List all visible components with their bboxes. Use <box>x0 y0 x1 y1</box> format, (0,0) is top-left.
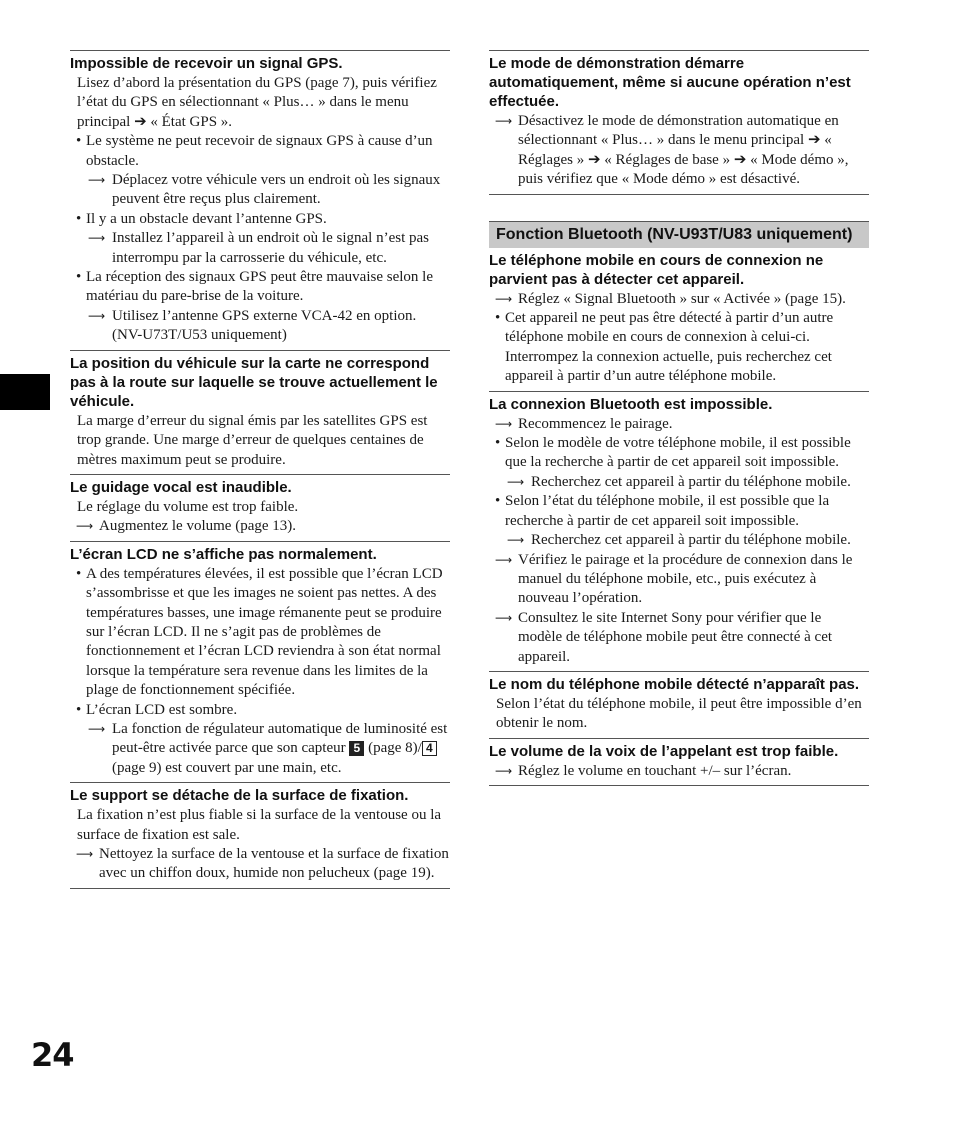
action-item: ⟶ Désactivez le mode de démonstration automatique en sélectionnant « Plus… » dans le menu principal ➔ « Réglages » ➔ « Réglages de base » ➔ « Mode démo », puis vérifiez que « Mode démo » est désactivé. <box>495 113 849 188</box>
action-item: ⟶ Déplacez votre véhicule vers un endroit où les signaux peuvent être reçus plus clairement. <box>88 172 441 208</box>
bullet-item: • Selon le modèle de votre téléphone mobile, il est possible que la recherche à partir de cet appareil soit impossible. <box>489 434 869 473</box>
topic-heading: La connexion Bluetooth est impossible. <box>489 395 773 413</box>
action-item: ⟶ Recherchez cet appareil à partir du téléphone mobile. <box>489 473 869 492</box>
paragraph: Lisez d’abord la présentation du GPS (page 7), puis vérifiez l’état du GPS en sélectionnant « Plus… » dans le menu principal ➔ « État GPS ». <box>77 75 437 130</box>
arrow-icon: ⟶ <box>88 308 106 323</box>
topic-vehicle-position <box>70 350 450 474</box>
action-item: ⟶ Nettoyez la surface de la ventouse et la surface de fixation avec un chiffon doux, humide non pelucheux (page 19). <box>76 846 449 882</box>
bullet-item: • Il y a un obstacle devant l’antenne GPS. <box>70 210 450 229</box>
sensor-number-badge: 5 <box>349 741 364 756</box>
topic-caller-volume <box>489 738 869 786</box>
arrow-icon: ⟶ <box>88 721 106 736</box>
bullet-item: • Cet appareil ne peut pas être détecté à partir d’un autre téléphone mobile en cours de connexion à celui-ci. Interrompez la connexion actuelle, puis recherchez cet appareil à partir d’un autre téléphone mobile. <box>489 309 869 387</box>
topic-heading: Le guidage vocal est inaudible. <box>70 478 292 496</box>
action-item: ⟶ Recherchez cet appareil à partir du téléphone mobile. <box>489 531 869 550</box>
topic-heading: La position du véhicule sur la carte ne correspond pas à la route sur laquelle se trouve actuellement le véhicule. <box>70 354 438 410</box>
bullet-item: • A des températures élevées, il est possible que l’écran LCD s’assombrisse et que les images ne soient pas nettes. A des températures basses, une image rémanente peut se produire sur l’écran LCD. Il ne s’agit pas de problèmes de fonctionnement et l’écran LCD reviendra à son état normal lorsque la température sera revenue dans les limites de la plage de fonctionnement spécifiée. <box>70 565 450 701</box>
section-heading-bluetooth: Fonction Bluetooth (NV-U93T/U83 uniquement) <box>489 221 869 248</box>
paragraph: La marge d’erreur du signal émis par les satellites GPS est trop grande. Une marge d’erreur de quelques centaines de mètres maximum peut se produire. <box>77 412 428 468</box>
topic-voice-guidance <box>70 474 450 541</box>
topic-gps-signal <box>70 50 450 350</box>
action-item: ⟶ Vérifiez le pairage et la procédure de connexion dans le manuel du téléphone mobile, etc., puis exécutez à nouveau l’opération. <box>495 551 853 607</box>
arrow-icon: ⟶ <box>495 763 513 778</box>
action-item: ⟶ Recommencez le pairage. <box>489 415 869 434</box>
arrow-icon: ⟶ <box>507 533 525 548</box>
arrow-icon: ⟶ <box>495 552 513 567</box>
action-item: ⟶ Réglez le volume en touchant +/– sur l’écran. <box>489 762 869 781</box>
arrow-icon: ⟶ <box>495 114 513 128</box>
topic-heading: Le nom du téléphone mobile détecté n’apparaît pas. <box>489 675 860 693</box>
topic-heading: Le support se détache de la surface de fixation. <box>70 787 409 805</box>
arrow-icon: ⟶ <box>495 291 513 306</box>
action-item: ⟶ La fonction de régulateur automatique de luminosité est peut-être activée parce que son capteur 5 (page 8)/ 4 (page 9) est couvert par une main, etc. <box>88 720 448 776</box>
topic-heading: L’écran LCD ne s’affiche pas normalement. <box>70 545 377 563</box>
arrow-icon: ⟶ <box>495 416 513 431</box>
left-column <box>70 50 450 889</box>
bullet-item: • Le système ne peut recevoir de signaux GPS à cause d’un obstacle. <box>70 132 450 171</box>
page-number: 24 <box>31 1036 74 1074</box>
action-item: ⟶ Réglez « Signal Bluetooth » sur « Activée » (page 15). <box>489 290 869 309</box>
topic-mount-detach <box>70 782 450 889</box>
action-item: ⟶ Consultez le site Internet Sony pour vérifier que le modèle de téléphone mobile peut être connecté à cet appareil. <box>495 609 833 665</box>
action-item: ⟶ Augmentez le volume (page 13). <box>70 517 450 536</box>
bullet-item: • L’écran LCD est sombre. <box>70 701 450 720</box>
topic-phone-detect <box>489 248 869 391</box>
arrow-icon: ⟶ <box>88 173 106 188</box>
section-tab-marker <box>0 374 50 410</box>
action-item: ⟶ Utilisez l’antenne GPS externe VCA-42 en option. (NV-U73T/U53 uniquement) <box>88 307 417 344</box>
arrow-icon: ⟶ <box>76 847 94 861</box>
topic-heading: Le volume de la voix de l’appelant est trop faible. <box>489 742 839 760</box>
paragraph: La fixation n’est plus fiable si la surface de la ventouse ou la surface de fixation est sale. <box>77 807 442 843</box>
bullet-item: • La réception des signaux GPS peut être mauvaise selon le matériau du pare-brise de la voiture. <box>70 268 450 307</box>
action-item: ⟶ Installez l’appareil à un endroit où le signal n’est pas interrompu par la carrosserie du véhicule, etc. <box>88 230 429 266</box>
arrow-icon: ⟶ <box>88 231 106 246</box>
arrow-icon: ⟶ <box>507 474 525 489</box>
paragraph: Le réglage du volume est trop faible. <box>77 498 299 515</box>
topic-demo-mode <box>489 50 869 195</box>
topic-phone-name <box>489 671 869 738</box>
topic-lcd-display <box>70 541 450 782</box>
right-column <box>489 50 869 786</box>
paragraph: Selon l’état du téléphone mobile, il peut être impossible d’en obtenir le nom. <box>496 695 862 732</box>
topic-heading: Impossible de recevoir un signal GPS. <box>70 55 343 72</box>
topic-bluetooth-connection <box>489 391 869 671</box>
arrow-icon: ⟶ <box>495 610 513 625</box>
bullet-item: • Selon l’état du téléphone mobile, il est possible que la recherche à partir de cet appareil soit impossible. <box>489 492 869 531</box>
topic-heading: Le mode de démonstration démarre automatiquement, même si aucune opération n’est effectuée. <box>489 55 851 110</box>
topic-heading: Le téléphone mobile en cours de connexion ne parvient pas à détecter cet appareil. <box>489 251 824 288</box>
sensor-number-badge: 4 <box>422 741 437 756</box>
arrow-icon: ⟶ <box>76 519 94 534</box>
